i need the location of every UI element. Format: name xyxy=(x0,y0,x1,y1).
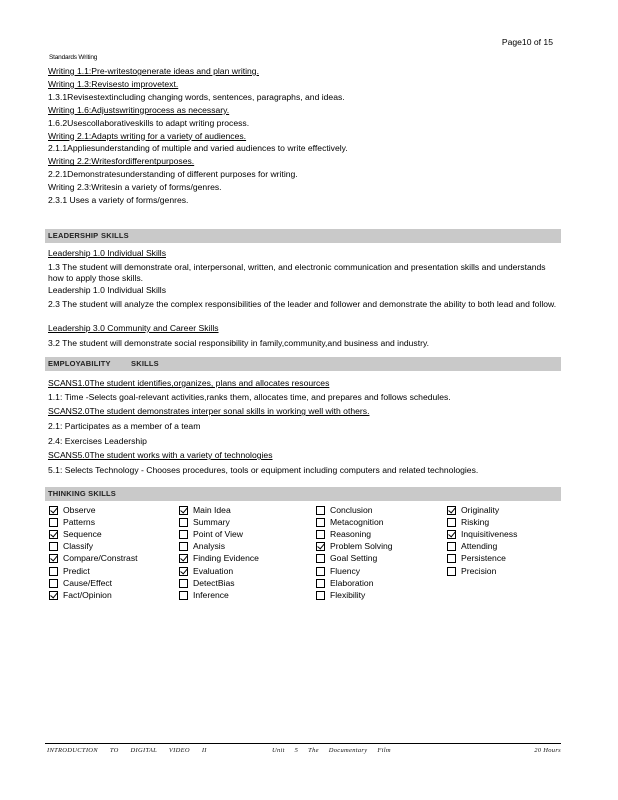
thinking-skill-label: Observe xyxy=(63,505,96,515)
thinking-skills-bar xyxy=(45,487,561,501)
scans-1-text: 1.1: Time -Selects goal-relevant activities,ranks them, allocates time, and prepares and follows schedules. xyxy=(48,392,451,402)
thinking-skill-item[interactable] xyxy=(49,517,95,528)
leadership-1-tail: Leadership 1.0 Individual Skills xyxy=(48,285,166,295)
leadership-bar xyxy=(45,229,561,243)
thinking-skill-label: Goal Setting xyxy=(330,553,378,564)
checkbox-empty-icon[interactable] xyxy=(316,518,325,527)
checkbox-empty-icon[interactable] xyxy=(447,542,456,551)
standards-line: Writing 2.2:Writesfordifferentpurposes. xyxy=(48,156,195,167)
standards-line: Writing 1.3:Revisesto improvetext. xyxy=(48,78,179,89)
checkbox-empty-icon[interactable] xyxy=(316,554,325,563)
thinking-skill-item[interactable] xyxy=(447,553,506,564)
scans-5-title: SCANS5.0The student works with a variety of technologies xyxy=(48,450,273,460)
leadership-bar-label: LEADERSHIP xyxy=(48,231,99,240)
thinking-skill-label: Elaboration xyxy=(330,577,374,588)
checkbox-checked-icon[interactable] xyxy=(49,554,58,563)
thinking-skill-item[interactable] xyxy=(316,590,365,601)
checkbox-empty-icon[interactable] xyxy=(179,530,188,539)
employability-bar xyxy=(45,357,561,371)
page-number: Page10 of 15 xyxy=(501,37,553,47)
thinking-skill-label: Flexibility xyxy=(330,589,366,600)
thinking-skill-label: Analysis xyxy=(193,541,225,552)
thinking-skill-item[interactable] xyxy=(447,541,497,552)
thinking-skill-item[interactable] xyxy=(316,529,371,540)
standards-line: 2.2.1Demonstratesunderstanding of different purposes for writing. xyxy=(48,169,298,180)
leadership-3-title: Leadership 3.0 Community and Career Skills xyxy=(48,323,219,333)
thinking-skill-item[interactable] xyxy=(179,517,230,528)
checkbox-checked-icon[interactable] xyxy=(49,506,58,515)
thinking-skill-item[interactable] xyxy=(447,505,499,516)
footer-hours: 20 Hours xyxy=(534,747,561,754)
leadership-1-text: 1.3 The student will demonstrate oral, interpersonal, written, and electronic communication and presentation skills and understands how to apply those skills. xyxy=(48,262,546,283)
leadership-2-text: 2.3 The student will analyze the complex responsibilities of the leader and follower and demonstrate the ability to both lead and follow. xyxy=(48,299,557,309)
checkbox-empty-icon[interactable] xyxy=(49,542,58,551)
standards-line: Writing 2.3:Writesin a variety of forms/genres. xyxy=(48,182,222,193)
thinking-skill-item[interactable] xyxy=(49,541,93,552)
thinking-skill-item[interactable] xyxy=(179,505,231,516)
thinking-skill-label: Problem Solving xyxy=(330,541,393,552)
standards-heading: Standards Writing xyxy=(49,54,98,61)
checkbox-empty-icon[interactable] xyxy=(316,530,325,539)
thinking-skill-label: Predict xyxy=(63,565,90,576)
thinking-skill-item[interactable] xyxy=(49,553,138,564)
thinking-skill-item[interactable] xyxy=(447,566,496,577)
checkbox-empty-icon[interactable] xyxy=(316,567,325,576)
thinking-skill-item[interactable] xyxy=(49,505,95,516)
checkbox-empty-icon[interactable] xyxy=(447,554,456,563)
checkbox-empty-icon[interactable] xyxy=(49,567,58,576)
scans-5-text: 5.1: Selects Technology - Chooses procedures, tools or equipment including computers and related technologies. xyxy=(48,465,479,475)
thinking-skill-item[interactable] xyxy=(49,529,102,540)
checkbox-empty-icon[interactable] xyxy=(316,579,325,588)
thinking-skill-label: Inquisitiveness xyxy=(461,529,518,540)
checkbox-empty-icon[interactable] xyxy=(316,506,325,515)
checkbox-empty-icon[interactable] xyxy=(316,591,325,600)
footer-divider xyxy=(45,743,561,744)
thinking-skill-label: Evaluation xyxy=(193,565,234,576)
checkbox-checked-icon[interactable] xyxy=(49,530,58,539)
thinking-skill-label: Metacognition xyxy=(330,517,384,528)
thinking-skill-label: Compare/Constrast xyxy=(63,553,138,564)
thinking-skill-label: Classify xyxy=(63,541,94,552)
standards-line: 1.6.2Usescollaborativeskills to adapt writing process. xyxy=(48,117,250,128)
thinking-skill-item[interactable] xyxy=(316,505,373,516)
thinking-skill-item[interactable] xyxy=(316,578,373,589)
employability-bar-label: EMPLOYABILITY xyxy=(48,359,111,368)
scans-2-text-1: 2.1: Participates as a member of a team xyxy=(48,421,201,431)
checkbox-checked-icon[interactable] xyxy=(179,506,188,515)
thinking-skill-label: Patterns xyxy=(63,517,96,528)
checkbox-checked-icon[interactable] xyxy=(447,506,456,515)
leadership-1-title: Leadership 1.0 Individual Skills xyxy=(48,248,166,258)
checkbox-empty-icon[interactable] xyxy=(179,542,188,551)
thinking-skill-label: Fluency xyxy=(330,565,361,576)
leadership-bar-skills: SKILLS xyxy=(101,231,129,240)
thinking-skill-label: Conclusion xyxy=(330,505,373,515)
thinking-skill-label: Persistence xyxy=(461,553,506,564)
scans-1-title: SCANS1.0The student identifies,organizes, plans and allocates resources xyxy=(48,378,330,388)
checkbox-checked-icon[interactable] xyxy=(316,542,325,551)
thinking-skill-label: Sequence xyxy=(63,529,102,540)
standards-line: Writing 2.1:Adapts writing for a variety of audiences. xyxy=(48,130,247,141)
thinking-skill-label: Main Idea xyxy=(193,505,231,515)
thinking-skill-item[interactable] xyxy=(447,529,517,540)
thinking-skill-item[interactable] xyxy=(179,529,243,540)
thinking-skill-item[interactable] xyxy=(447,517,489,528)
standards-line: 1.3.1Revisestextincluding changing words, sentences, paragraphs, and ideas. xyxy=(48,91,345,102)
thinking-skill-label: Finding Evidence xyxy=(193,553,259,564)
thinking-skill-item[interactable] xyxy=(49,590,112,601)
standards-line: Writing 1.1:Pre-writestogenerate ideas and plan writing. xyxy=(48,66,259,76)
checkbox-empty-icon[interactable] xyxy=(179,591,188,600)
thinking-skill-item[interactable] xyxy=(316,517,384,528)
thinking-skill-item[interactable] xyxy=(179,590,229,601)
scans-2-text-2: 2.4: Exercises Leadership xyxy=(48,436,147,446)
thinking-skill-item[interactable] xyxy=(179,566,233,577)
standards-line: 2.3.1 Uses a variety of forms/genres. xyxy=(48,195,189,205)
thinking-skill-item[interactable] xyxy=(179,541,225,552)
thinking-skill-label: DetectBias xyxy=(193,577,235,588)
leadership-3-text: 3.2 The student will demonstrate social responsibility in family,community,and business and industry. xyxy=(48,338,430,348)
checkbox-empty-icon[interactable] xyxy=(49,579,58,588)
footer-course: INTRODUCTION TO DIGITAL VIDEO II xyxy=(47,747,207,754)
thinking-skill-item[interactable] xyxy=(316,553,377,564)
checkbox-empty-icon[interactable] xyxy=(447,518,456,527)
thinking-skill-label: Reasoning xyxy=(330,529,372,540)
thinking-skills-bar-label: THINKING SKILLS xyxy=(48,489,116,498)
checkbox-checked-icon[interactable] xyxy=(179,567,188,576)
thinking-skill-item[interactable] xyxy=(316,541,393,552)
thinking-skill-label: Inference xyxy=(193,589,229,600)
thinking-skill-label: Summary xyxy=(193,517,230,528)
thinking-skill-label: Fact/Opinion xyxy=(63,589,112,600)
thinking-skill-item[interactable] xyxy=(179,553,259,564)
checkbox-checked-icon[interactable] xyxy=(179,554,188,563)
footer-unit: Unit 5 The Documentary Film xyxy=(272,747,391,754)
thinking-skill-label: Risking xyxy=(461,517,490,528)
thinking-skill-label: Precision xyxy=(461,565,497,576)
checkbox-checked-icon[interactable] xyxy=(49,591,58,600)
checkbox-empty-icon[interactable] xyxy=(179,518,188,527)
checkbox-checked-icon[interactable] xyxy=(447,530,456,539)
thinking-skill-item[interactable] xyxy=(49,566,90,577)
checkbox-empty-icon[interactable] xyxy=(49,518,58,527)
standards-line: 2.1.1Appliesunderstanding of multiple and varied audiences to write effectively. xyxy=(48,143,348,154)
scans-2-title: SCANS2.0The student demonstrates interper sonal skills in working well with others. xyxy=(48,406,370,416)
thinking-skill-label: Cause/Effect xyxy=(63,577,113,588)
thinking-skill-item[interactable] xyxy=(49,578,112,589)
employability-bar-skills: SKILLS xyxy=(131,359,159,368)
thinking-skill-item[interactable] xyxy=(316,566,360,577)
standards-line: Writing 1.6:Adjustswritingprocess as necessary. xyxy=(48,104,230,115)
thinking-skill-label: Originality xyxy=(461,505,500,515)
thinking-skill-label: Attending xyxy=(461,541,498,552)
thinking-skill-label: Point of View xyxy=(193,529,244,540)
thinking-skill-item[interactable] xyxy=(179,578,235,589)
checkbox-empty-icon[interactable] xyxy=(179,579,188,588)
checkbox-empty-icon[interactable] xyxy=(447,567,456,576)
